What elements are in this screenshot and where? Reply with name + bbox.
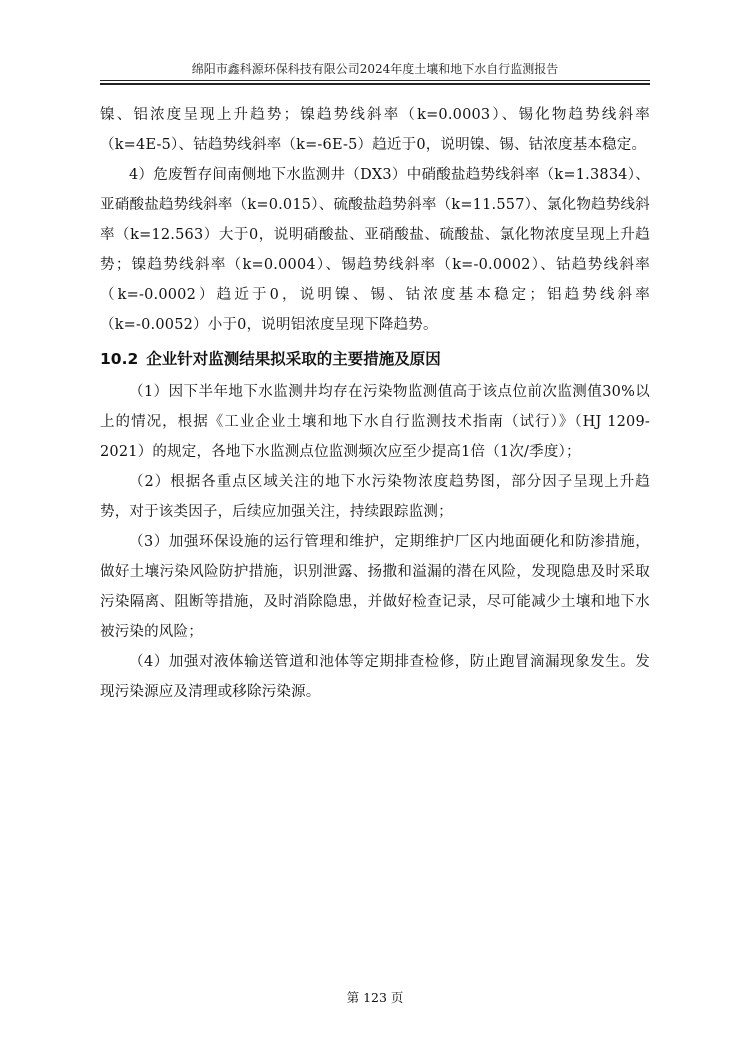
paragraph-continuation: 镍、铝浓度呈现上升趋势；镍趋势线斜率（k=0.0003）、锡化物趋势线斜率（k=4E-5）、钴趋势线斜率（k=-6E-5）趋近于0，说明镍、锡、钴浓度基本稳定。: [100, 107, 650, 153]
section-heading: [100, 343, 650, 375]
measure-paragraph-1: （1）因下半年地下水监测井均存在污染物监测值高于该点位前次监测值30%以上的情况，根据《工业企业土壤和地下水自行监测技术指南（试行）》（HJ 1209-2021）的规定，各地下水监测点位监测频次应至少提高1倍（1次/季度）；: [100, 384, 650, 460]
section-number: 10.2: [100, 350, 139, 368]
header-rule-thin: [100, 80, 650, 81]
measure-paragraph-2: （2）根据各重点区域关注的地下水污染物浓度趋势图，部分因子呈现上升趋势，对于该类因子，后续应加强关注，持续跟踪监测；: [100, 474, 650, 520]
page-number: 第 123 页: [346, 990, 404, 1005]
section-title: 企业针对监测结果拟采取的主要措施及原因: [146, 350, 441, 368]
running-header: 绵阳市鑫科源环保科技有限公司2024年度土壤和地下水自行监测报告: [191, 62, 559, 76]
header-rule-thick: [100, 83, 650, 85]
page-body: [100, 100, 650, 707]
measure-paragraph-3: （3）加强环保设施的运行管理和维护，定期维护厂区内地面硬化和防渗措施，做好土壤污染风险防护措施，识别泄露、扬撒和溢漏的潜在风险，发现隐患及时采取污染隔离、阻断等措施，及时消除隐患，并做好检查记录，尽可能减少土壤和地下水被污染的风险；: [100, 534, 650, 640]
paragraph-item-4: 4）危废暂存间南侧地下水监测井（DX3）中硝酸盐趋势线斜率（k=1.3834）、亚硝酸盐趋势线斜率（k=0.015）、硫酸盐趋势斜率（k=11.557）、氯化物趋势线斜率（k=12.563）大于0，说明硝酸盐、亚硝酸盐、硫酸盐、氯化物浓度呈现上升趋势；镍趋势线斜率（k=0.0004）、锡趋势线斜率（k=-0.0002）、钴趋势线斜率（k=-0.0002）趋近于0，说明镍、锡、钴浓度基本稳定；铝趋势线斜率（k=-0.0052）小于0，说明铝浓度呈现下降趋势。: [100, 167, 650, 333]
measure-paragraph-4: （4）加强对液体输送管道和池体等定期排查检修，防止跑冒滴漏现象发生。发现污染源应及清理或移除污染源。: [100, 654, 650, 700]
